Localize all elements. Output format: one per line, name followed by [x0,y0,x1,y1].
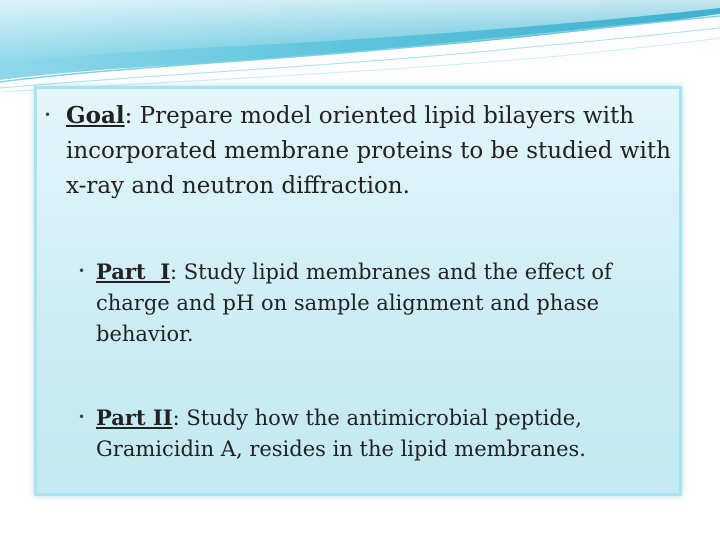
bullet-part-two-key: Part II [96,405,173,430]
bullet-part-two [78,402,676,465]
bullet-part-one [78,256,676,350]
bullet-part-two-text: : Study how the antimicrobial peptide, Gramicidin A, resides in the lipid membranes. [96,406,586,461]
bullet-dot-icon: • [78,410,86,424]
bullet-goal-text: : Prepare model oriented lipid bilayers with incorporated membrane proteins to be studied with x-ray and neutron diffraction. [66,103,671,199]
bullet-dot-icon: • [44,108,52,122]
bullet-part-one-text: : Study lipid membranes and the effect of charge and pH on sample alignment and phase behavior. [96,260,612,346]
bullet-part-one-key: Part I [96,259,171,284]
bullet-goal [44,98,676,204]
bullet-goal-key: Goal [66,102,125,129]
bullet-dot-icon: • [78,264,86,278]
